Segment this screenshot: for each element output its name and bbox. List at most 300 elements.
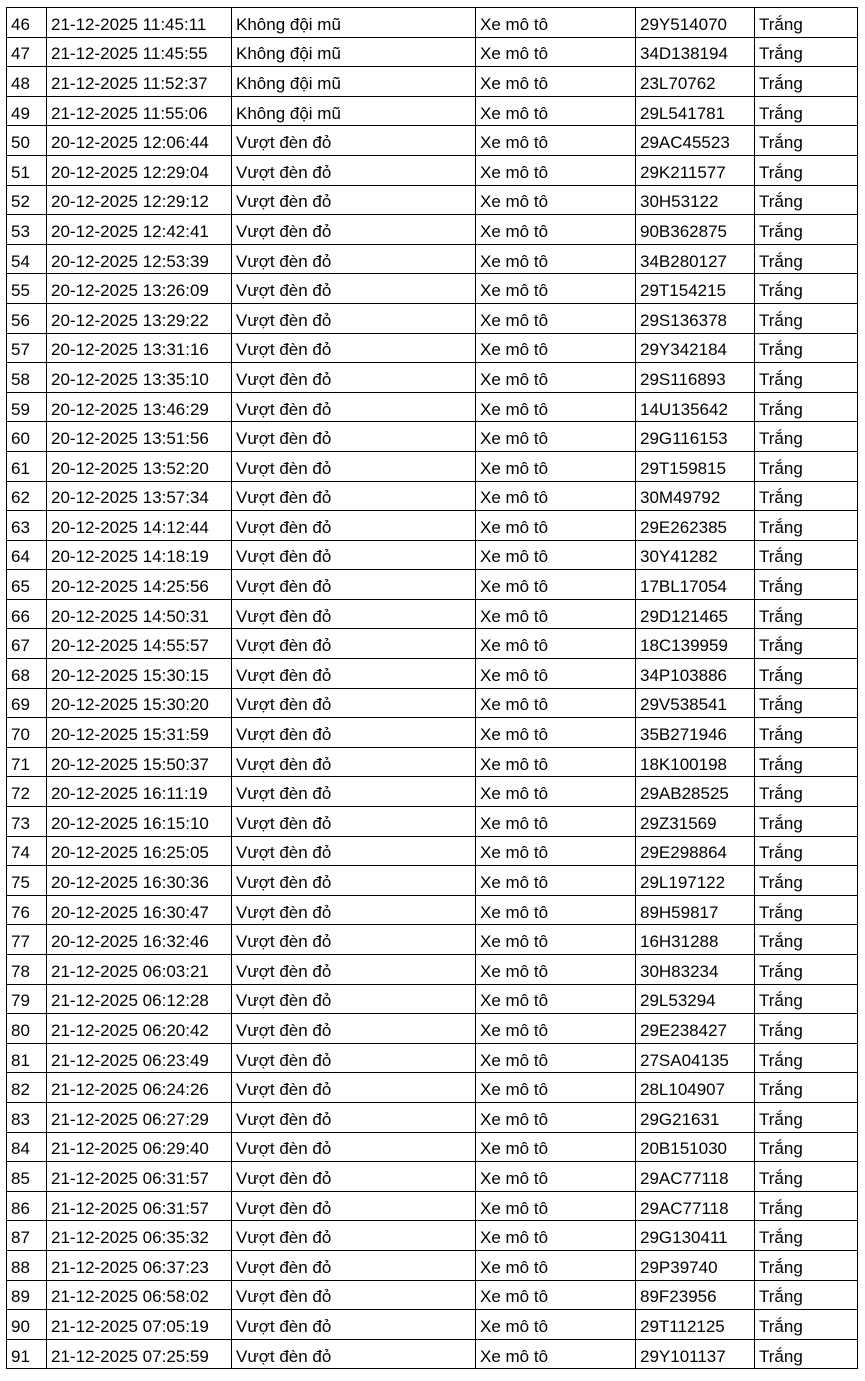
vehicle-type-text: Xe mô tô [480, 606, 549, 626]
plate-color-text: Trắng [759, 1168, 803, 1188]
plate-color-text: Trắng [759, 843, 803, 863]
violation-text: Vượt đèn đỏ [236, 606, 332, 626]
plate-color-cell [755, 155, 858, 185]
timestamp-cell [47, 540, 232, 570]
vehicle-type-text: Xe mô tô [480, 1287, 549, 1307]
vehicle-type-text: Xe mô tô [480, 458, 549, 478]
row-number-cell [7, 955, 47, 985]
violation-text: Vượt đèn đỏ [236, 813, 332, 833]
violation-cell [232, 1339, 476, 1369]
vehicle-type-cell [476, 570, 636, 600]
row-number-cell [7, 1280, 47, 1310]
row-number-text: 81 [11, 1050, 30, 1070]
vehicle-type-cell [476, 1073, 636, 1103]
violation-text: Vượt đèn đỏ [236, 547, 332, 567]
row-number-cell [7, 244, 47, 274]
violation-cell [232, 1310, 476, 1340]
vehicle-type-cell [476, 37, 636, 67]
table-row [7, 599, 858, 629]
vehicle-type-text: Xe mô tô [480, 1080, 549, 1100]
plate-number-cell [636, 1250, 755, 1280]
plate-number-cell [636, 274, 755, 304]
violation-cell [232, 1221, 476, 1251]
row-number-text: 67 [11, 636, 30, 656]
plate-number-text: 16H31288 [640, 932, 719, 952]
violation-cell [232, 777, 476, 807]
row-number-cell [7, 570, 47, 600]
plate-number-text: 29G130411 [640, 1228, 728, 1248]
plate-color-text: Trắng [759, 961, 803, 981]
plate-color-cell [755, 215, 858, 245]
row-number-cell [7, 1102, 47, 1132]
violation-text: Vượt đèn đỏ [236, 1316, 332, 1336]
plate-color-text: Trắng [759, 517, 803, 537]
row-number-text: 55 [11, 281, 30, 301]
timestamp-text: 21-12-2025 11:45:55 [51, 44, 208, 64]
vehicle-type-text: Xe mô tô [480, 1316, 549, 1336]
vehicle-type-text: Xe mô tô [480, 1198, 549, 1218]
violation-text: Vượt đèn đỏ [236, 221, 332, 241]
vehicle-type-text: Xe mô tô [480, 873, 549, 893]
plate-number-text: 29Z31569 [640, 813, 717, 833]
violation-text: Vượt đèn đỏ [236, 1139, 332, 1159]
plate-color-cell [755, 1102, 858, 1132]
row-number-text: 86 [11, 1198, 30, 1218]
plate-number-cell [636, 866, 755, 896]
plate-number-cell [636, 1191, 755, 1221]
row-number-text: 70 [11, 725, 30, 745]
row-number-cell [7, 1043, 47, 1073]
row-number-cell [7, 807, 47, 837]
plate-number-cell [636, 599, 755, 629]
vehicle-type-cell [476, 333, 636, 363]
violation-cell [232, 126, 476, 156]
plate-color-text: Trắng [759, 1109, 803, 1129]
plate-color-cell [755, 688, 858, 718]
vehicle-type-cell [476, 451, 636, 481]
table-row [7, 866, 858, 896]
plate-color-text: Trắng [759, 873, 803, 893]
timestamp-cell [47, 1250, 232, 1280]
violation-cell [232, 511, 476, 541]
row-number-text: 74 [11, 843, 30, 863]
plate-number-cell [636, 1339, 755, 1369]
plate-color-text: Trắng [759, 399, 803, 419]
violation-cell [232, 1162, 476, 1192]
table-row [7, 1339, 858, 1369]
vehicle-type-text: Xe mô tô [480, 636, 549, 656]
violation-text: Vượt đèn đỏ [236, 281, 332, 301]
plate-number-text: 27SA04135 [640, 1050, 729, 1070]
timestamp-cell [47, 1043, 232, 1073]
plate-number-text: 29AC77118 [640, 1198, 729, 1218]
timestamp-cell [47, 955, 232, 985]
plate-color-cell [755, 96, 858, 126]
plate-number-text: 29P39740 [640, 1257, 718, 1277]
row-number-cell [7, 451, 47, 481]
timestamp-text: 21-12-2025 06:58:02 [51, 1287, 209, 1307]
plate-color-text: Trắng [759, 1228, 803, 1248]
timestamp-text: 20-12-2025 14:50:31 [51, 606, 209, 626]
violation-text: Vượt đèn đỏ [236, 1346, 332, 1366]
plate-color-cell [755, 1191, 858, 1221]
plate-number-cell [636, 1073, 755, 1103]
plate-number-text: 29K211577 [640, 162, 726, 182]
timestamp-cell [47, 1102, 232, 1132]
plate-color-text: Trắng [759, 606, 803, 626]
timestamp-cell [47, 303, 232, 333]
row-number-text: 50 [11, 133, 30, 153]
row-number-cell [7, 303, 47, 333]
vehicle-type-cell [476, 481, 636, 511]
plate-number-text: 20B151030 [640, 1139, 727, 1159]
plate-color-text: Trắng [759, 991, 803, 1011]
row-number-text: 88 [11, 1257, 30, 1277]
violation-text: Vượt đèn đỏ [236, 1080, 332, 1100]
plate-number-cell [636, 984, 755, 1014]
table-row [7, 451, 858, 481]
plate-color-cell [755, 777, 858, 807]
violation-cell [232, 37, 476, 67]
violation-cell [232, 244, 476, 274]
violation-cell [232, 718, 476, 748]
plate-number-cell [636, 244, 755, 274]
violation-cell [232, 895, 476, 925]
plate-number-cell [636, 718, 755, 748]
vehicle-type-text: Xe mô tô [480, 133, 549, 153]
row-number-text: 68 [11, 665, 30, 685]
plate-color-cell [755, 866, 858, 896]
violation-cell [232, 1191, 476, 1221]
vehicle-type-cell [476, 363, 636, 393]
row-number-cell [7, 659, 47, 689]
plate-number-cell [636, 511, 755, 541]
timestamp-cell [47, 1014, 232, 1044]
timestamp-text: 20-12-2025 13:35:10 [51, 369, 209, 389]
vehicle-type-text: Xe mô tô [480, 251, 549, 271]
plate-number-text: 29D121465 [640, 606, 728, 626]
plate-color-text: Trắng [759, 1020, 803, 1040]
timestamp-text: 21-12-2025 06:12:28 [51, 991, 209, 1011]
plate-color-cell [755, 570, 858, 600]
violation-text: Vượt đèn đỏ [236, 162, 332, 182]
timestamp-cell [47, 570, 232, 600]
row-number-text: 61 [11, 458, 30, 478]
plate-number-text: 29Y342184 [640, 340, 727, 360]
row-number-text: 47 [11, 44, 30, 64]
violation-cell [232, 1043, 476, 1073]
violation-text: Vượt đèn đỏ [236, 577, 332, 597]
vehicle-type-cell [476, 836, 636, 866]
vehicle-type-cell [476, 1132, 636, 1162]
plate-color-cell [755, 392, 858, 422]
table-row [7, 1043, 858, 1073]
plate-number-text: 89F23956 [640, 1287, 717, 1307]
violation-cell [232, 1280, 476, 1310]
vehicle-type-text: Xe mô tô [480, 44, 549, 64]
vehicle-type-cell [476, 718, 636, 748]
table-row [7, 1310, 858, 1340]
violation-text: Vượt đèn đỏ [236, 1020, 332, 1040]
plate-number-cell [636, 155, 755, 185]
timestamp-text: 21-12-2025 06:27:29 [51, 1109, 209, 1129]
violation-text: Vượt đèn đỏ [236, 784, 332, 804]
plate-color-text: Trắng [759, 251, 803, 271]
plate-color-cell [755, 363, 858, 393]
vehicle-type-text: Xe mô tô [480, 813, 549, 833]
row-number-text: 58 [11, 369, 30, 389]
plate-color-cell [755, 1043, 858, 1073]
plate-color-cell [755, 895, 858, 925]
timestamp-text: 20-12-2025 12:06:44 [51, 133, 209, 153]
plate-color-cell [755, 511, 858, 541]
plate-number-text: 30Y41282 [640, 547, 718, 567]
plate-color-cell [755, 303, 858, 333]
timestamp-cell [47, 481, 232, 511]
violation-text: Vượt đèn đỏ [236, 1168, 332, 1188]
row-number-cell [7, 1191, 47, 1221]
plate-color-cell [755, 333, 858, 363]
vehicle-type-cell [476, 215, 636, 245]
timestamp-text: 21-12-2025 06:31:57 [51, 1198, 209, 1218]
plate-number-cell [636, 422, 755, 452]
vehicle-type-text: Xe mô tô [480, 754, 549, 774]
vehicle-type-cell [476, 511, 636, 541]
plate-color-cell [755, 481, 858, 511]
violation-cell [232, 422, 476, 452]
row-number-text: 84 [11, 1139, 30, 1159]
vehicle-type-cell [476, 1014, 636, 1044]
plate-number-cell [636, 451, 755, 481]
plate-number-text: 30H53122 [640, 192, 719, 212]
violation-cell [232, 155, 476, 185]
timestamp-text: 21-12-2025 06:23:49 [51, 1050, 209, 1070]
vehicle-type-cell [476, 955, 636, 985]
plate-number-cell [636, 777, 755, 807]
violation-text: Vượt đèn đỏ [236, 932, 332, 952]
violation-text: Vượt đèn đỏ [236, 1198, 332, 1218]
violation-cell [232, 303, 476, 333]
plate-color-cell [755, 836, 858, 866]
violation-cell [232, 8, 476, 38]
table-row [7, 244, 858, 274]
vehicle-type-text: Xe mô tô [480, 1228, 549, 1248]
violation-cell [232, 185, 476, 215]
violation-cell [232, 1132, 476, 1162]
row-number-cell [7, 895, 47, 925]
plate-color-cell [755, 599, 858, 629]
plate-number-cell [636, 807, 755, 837]
vehicle-type-text: Xe mô tô [480, 784, 549, 804]
timestamp-text: 20-12-2025 16:25:05 [51, 843, 209, 863]
timestamp-cell [47, 1162, 232, 1192]
vehicle-type-cell [476, 155, 636, 185]
plate-number-text: 29T159815 [640, 458, 727, 478]
plate-number-cell [636, 303, 755, 333]
timestamp-cell [47, 1280, 232, 1310]
timestamp-text: 21-12-2025 11:55:06 [51, 103, 208, 123]
row-number-cell [7, 836, 47, 866]
violation-text: Vượt đèn đỏ [236, 458, 332, 478]
plate-number-text: 23L70762 [640, 73, 716, 93]
vehicle-type-cell [476, 126, 636, 156]
vehicle-type-cell [476, 96, 636, 126]
plate-number-cell [636, 333, 755, 363]
vehicle-type-text: Xe mô tô [480, 1346, 549, 1366]
timestamp-cell [47, 629, 232, 659]
table-row [7, 363, 858, 393]
timestamp-cell [47, 925, 232, 955]
plate-number-text: 29T112125 [640, 1316, 725, 1336]
timestamp-cell [47, 511, 232, 541]
timestamp-text: 21-12-2025 06:37:23 [51, 1257, 209, 1277]
row-number-text: 75 [11, 873, 30, 893]
violation-text: Không đội mũ [236, 14, 341, 34]
plate-number-text: 29L197122 [640, 873, 726, 893]
plate-number-cell [636, 1132, 755, 1162]
plate-color-cell [755, 807, 858, 837]
vehicle-type-cell [476, 1191, 636, 1221]
plate-number-text: 34B280127 [640, 251, 727, 271]
violation-cell [232, 659, 476, 689]
vehicle-type-cell [476, 925, 636, 955]
row-number-text: 62 [11, 488, 30, 508]
table-row [7, 392, 858, 422]
plate-number-text: 29L541781 [640, 103, 726, 123]
vehicle-type-text: Xe mô tô [480, 1257, 549, 1277]
timestamp-text: 20-12-2025 13:46:29 [51, 399, 209, 419]
violation-text: Vượt đèn đỏ [236, 251, 332, 271]
violation-cell [232, 836, 476, 866]
table-row [7, 481, 858, 511]
violation-cell [232, 274, 476, 304]
row-number-cell [7, 984, 47, 1014]
plate-number-text: 29E298864 [640, 843, 727, 863]
violation-text: Không đội mũ [236, 103, 341, 123]
timestamp-text: 21-12-2025 06:24:26 [51, 1080, 209, 1100]
plate-color-text: Trắng [759, 1198, 803, 1218]
violation-cell [232, 363, 476, 393]
vehicle-type-cell [476, 1162, 636, 1192]
violation-cell [232, 807, 476, 837]
timestamp-text: 20-12-2025 12:29:04 [51, 162, 209, 182]
violation-cell [232, 866, 476, 896]
plate-color-text: Trắng [759, 14, 803, 34]
vehicle-type-cell [476, 1280, 636, 1310]
plate-number-text: 29V538541 [640, 695, 727, 715]
table-row [7, 807, 858, 837]
vehicle-type-cell [476, 866, 636, 896]
row-number-cell [7, 8, 47, 38]
row-number-text: 77 [11, 932, 30, 952]
plate-number-cell [636, 836, 755, 866]
plate-color-cell [755, 1132, 858, 1162]
plate-number-cell [636, 747, 755, 777]
violation-cell [232, 688, 476, 718]
timestamp-cell [47, 215, 232, 245]
timestamp-cell [47, 244, 232, 274]
table-row [7, 718, 858, 748]
vehicle-type-text: Xe mô tô [480, 488, 549, 508]
violation-cell [232, 1102, 476, 1132]
plate-color-cell [755, 1014, 858, 1044]
timestamp-text: 20-12-2025 12:53:39 [51, 251, 209, 271]
row-number-cell [7, 96, 47, 126]
vehicle-type-text: Xe mô tô [480, 310, 549, 330]
vehicle-type-cell [476, 303, 636, 333]
timestamp-cell [47, 392, 232, 422]
plate-number-text: 28L104907 [640, 1080, 726, 1100]
row-number-text: 53 [11, 221, 30, 241]
timestamp-text: 20-12-2025 12:29:12 [51, 192, 209, 212]
timestamp-cell [47, 274, 232, 304]
plate-color-text: Trắng [759, 577, 803, 597]
timestamp-text: 20-12-2025 14:12:44 [51, 517, 209, 537]
table-row [7, 570, 858, 600]
vehicle-type-text: Xe mô tô [480, 429, 549, 449]
table-row [7, 96, 858, 126]
plate-color-cell [755, 925, 858, 955]
row-number-text: 78 [11, 961, 30, 981]
plate-number-text: 29L53294 [640, 991, 716, 1011]
vehicle-type-text: Xe mô tô [480, 221, 549, 241]
plate-color-text: Trắng [759, 133, 803, 153]
plate-number-cell [636, 1221, 755, 1251]
vehicle-type-cell [476, 629, 636, 659]
row-number-text: 51 [11, 162, 30, 182]
timestamp-cell [47, 777, 232, 807]
plate-color-text: Trắng [759, 192, 803, 212]
vehicle-type-cell [476, 895, 636, 925]
vehicle-type-text: Xe mô tô [480, 665, 549, 685]
plate-number-cell [636, 1014, 755, 1044]
vehicle-type-cell [476, 392, 636, 422]
plate-color-cell [755, 659, 858, 689]
row-number-cell [7, 363, 47, 393]
plate-number-cell [636, 37, 755, 67]
timestamp-text: 20-12-2025 14:18:19 [51, 547, 209, 567]
row-number-cell [7, 599, 47, 629]
vehicle-type-text: Xe mô tô [480, 932, 549, 952]
violation-cell [232, 333, 476, 363]
plate-color-cell [755, 1073, 858, 1103]
vehicle-type-text: Xe mô tô [480, 843, 549, 863]
row-number-cell [7, 185, 47, 215]
violation-cell [232, 925, 476, 955]
plate-color-text: Trắng [759, 488, 803, 508]
timestamp-text: 20-12-2025 12:42:41 [51, 221, 209, 241]
vehicle-type-cell [476, 777, 636, 807]
row-number-text: 73 [11, 813, 30, 833]
plate-color-text: Trắng [759, 813, 803, 833]
row-number-text: 65 [11, 577, 30, 597]
row-number-cell [7, 422, 47, 452]
table-row [7, 688, 858, 718]
vehicle-type-text: Xe mô tô [480, 547, 549, 567]
plate-number-text: 14U135642 [640, 399, 728, 419]
vehicle-type-text: Xe mô tô [480, 103, 549, 123]
table-row [7, 511, 858, 541]
plate-number-cell [636, 925, 755, 955]
row-number-text: 69 [11, 695, 30, 715]
plate-color-cell [755, 1250, 858, 1280]
violation-text: Vượt đèn đỏ [236, 133, 332, 153]
plate-number-cell [636, 1280, 755, 1310]
timestamp-cell [47, 1073, 232, 1103]
timestamp-text: 21-12-2025 06:20:42 [51, 1020, 209, 1040]
plate-number-text: 89H59817 [640, 902, 719, 922]
table-row [7, 1073, 858, 1103]
